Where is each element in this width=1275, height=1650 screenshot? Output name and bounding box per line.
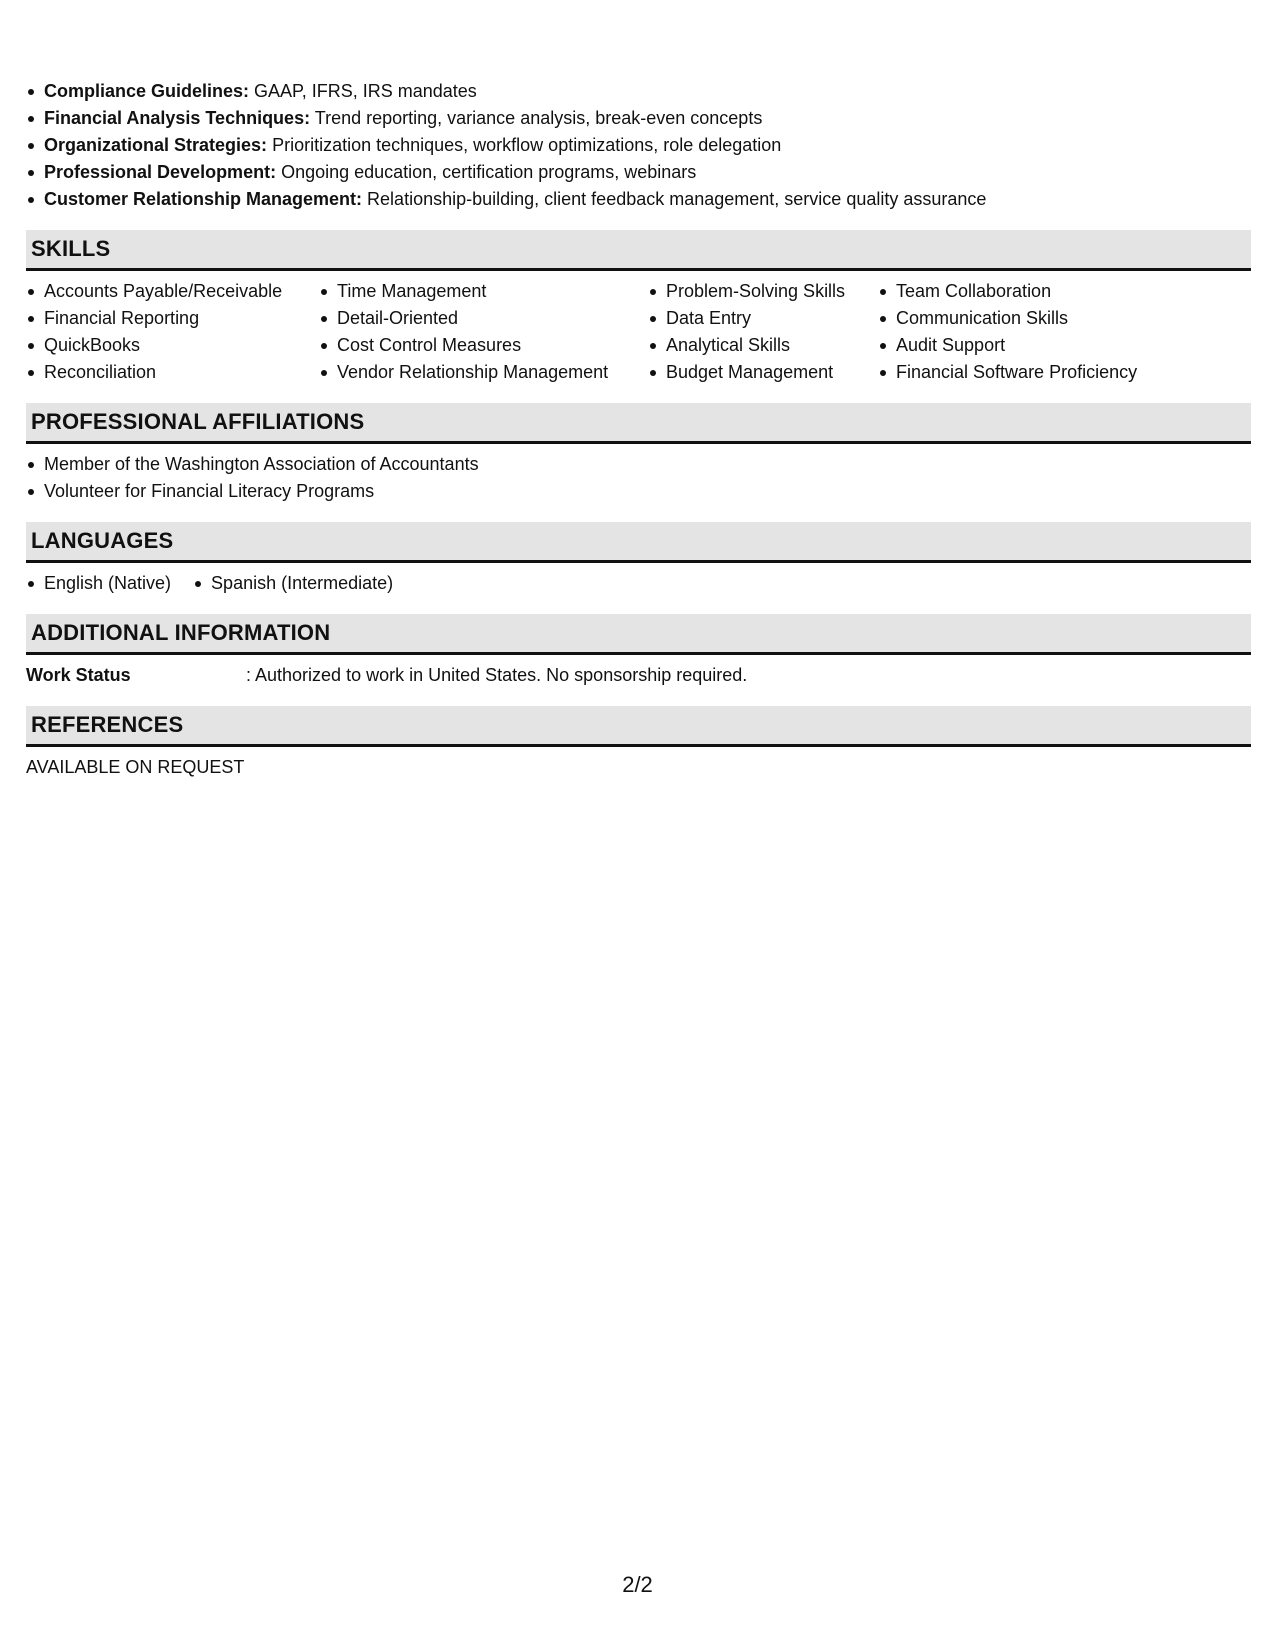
- skill-item: Reconciliation: [26, 359, 319, 386]
- highlight-text: Ongoing education, certification programs, webinars: [276, 162, 697, 182]
- skills-column: [319, 278, 648, 386]
- affiliations-heading: PROFESSIONAL AFFILIATIONS: [26, 403, 1251, 444]
- affiliation-item: Member of the Washington Association of Accountants: [26, 451, 1251, 478]
- work-status-value: : Authorized to work in United States. No sponsorship required.: [246, 665, 748, 685]
- skill-item: Detail-Oriented: [319, 305, 648, 332]
- languages-list: [26, 570, 1251, 597]
- skills-column: [648, 278, 878, 386]
- work-status-label: Work Status: [26, 665, 131, 685]
- references-heading: REFERENCES: [26, 706, 1251, 747]
- skill-item: Cost Control Measures: [319, 332, 648, 359]
- languages-heading: LANGUAGES: [26, 522, 1251, 563]
- skill-item: Communication Skills: [878, 305, 1178, 332]
- skill-item: Data Entry: [648, 305, 878, 332]
- list-item: [26, 159, 1251, 186]
- highlight-term: Customer Relationship Management:: [44, 189, 363, 209]
- affiliation-item: Volunteer for Financial Literacy Programs: [26, 478, 1251, 505]
- skill-item: QuickBooks: [26, 332, 319, 359]
- skills-heading: SKILLS: [26, 230, 1251, 271]
- highlight-term: Compliance Guidelines:: [44, 81, 250, 101]
- highlights-list: [26, 78, 1251, 213]
- skill-item: Accounts Payable/Receivable: [26, 278, 319, 305]
- list-item: [26, 132, 1251, 159]
- additional-info-heading: ADDITIONAL INFORMATION: [26, 614, 1251, 655]
- list-item: [26, 78, 1251, 105]
- language-item: English (Native): [26, 570, 171, 597]
- skills-column: [26, 278, 319, 386]
- skill-item: Analytical Skills: [648, 332, 878, 359]
- skill-item: Financial Reporting: [26, 305, 319, 332]
- highlight-text: Relationship-building, client feedback management, service quality assurance: [362, 189, 987, 209]
- skills-grid: [26, 278, 1251, 386]
- highlight-term: Professional Development:: [44, 162, 277, 182]
- skill-item: Problem-Solving Skills: [648, 278, 878, 305]
- highlight-term: Financial Analysis Techniques:: [44, 108, 311, 128]
- references-text: AVAILABLE ON REQUEST: [26, 757, 245, 777]
- highlight-term: Organizational Strategies:: [44, 135, 268, 155]
- list-item: [26, 186, 1251, 213]
- affiliations-list: [26, 451, 1251, 505]
- skill-item: Team Collaboration: [878, 278, 1178, 305]
- skill-item: Financial Software Proficiency: [878, 359, 1178, 386]
- skill-item: Audit Support: [878, 332, 1178, 359]
- highlight-text: Trend reporting, variance analysis, break-even concepts: [310, 108, 763, 128]
- highlight-text: Prioritization techniques, workflow optimizations, role delegation: [267, 135, 782, 155]
- language-item: Spanish (Intermediate): [193, 570, 393, 597]
- skills-column: [878, 278, 1178, 386]
- list-item: [26, 105, 1251, 132]
- page-number: 2/2: [622, 1572, 653, 1597]
- highlight-text: GAAP, IFRS, IRS mandates: [249, 81, 477, 101]
- skill-item: Vendor Relationship Management: [319, 359, 648, 386]
- skill-item: Time Management: [319, 278, 648, 305]
- resume-page: [26, 78, 1251, 781]
- skill-item: Budget Management: [648, 359, 878, 386]
- work-status-row: [26, 662, 1251, 689]
